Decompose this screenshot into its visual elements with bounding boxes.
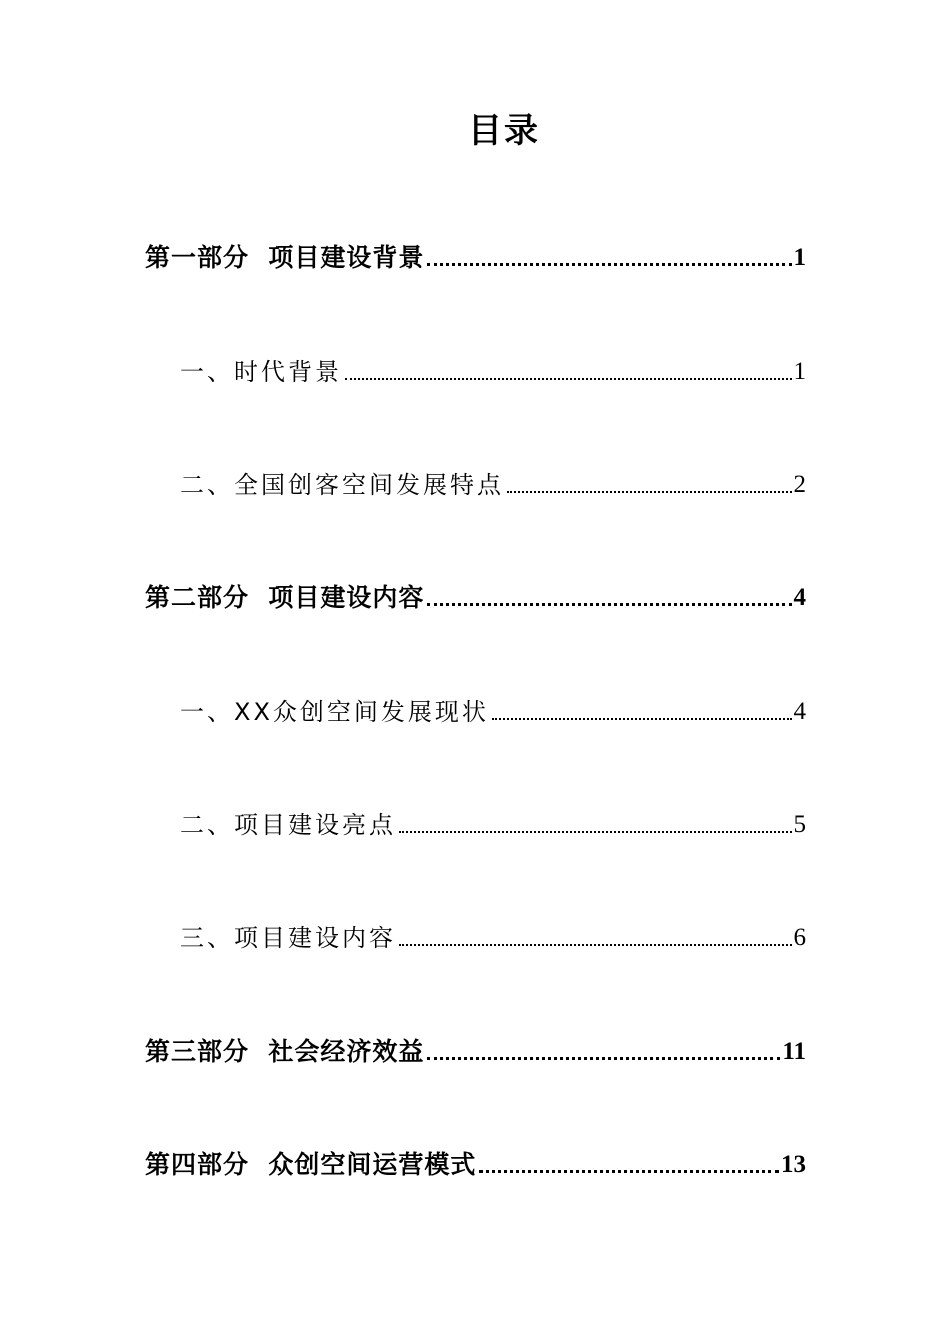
toc-page-number: 4 bbox=[793, 584, 806, 611]
toc-entry-1-2[interactable] bbox=[180, 467, 806, 501]
toc-dot-leader bbox=[492, 718, 792, 720]
toc-page-number: 6 bbox=[793, 924, 806, 951]
toc-dot-leader bbox=[427, 263, 791, 266]
toc-entry-label: 二、项目建设亮点 bbox=[180, 811, 396, 839]
toc-dot-leader bbox=[427, 603, 791, 606]
toc-page-number: 11 bbox=[782, 1038, 806, 1065]
toc-entry-part-3[interactable] bbox=[145, 1034, 806, 1068]
toc-dot-leader bbox=[479, 1170, 779, 1173]
toc-entry-part-2[interactable] bbox=[145, 580, 806, 614]
toc-dot-leader bbox=[427, 1057, 780, 1060]
toc-page-number: 1 bbox=[793, 358, 806, 385]
toc-entry-part-4[interactable] bbox=[145, 1147, 806, 1181]
toc-entry-label: 一、时代背景 bbox=[180, 358, 342, 386]
toc-entry-1-1[interactable] bbox=[180, 354, 806, 388]
toc-dot-leader bbox=[399, 831, 792, 833]
toc-dot-leader bbox=[399, 944, 792, 946]
toc-entry-label: 第一部分 项目建设背景 bbox=[145, 243, 425, 272]
toc-entry-label: 第四部分 众创空间运营模式 bbox=[145, 1150, 477, 1179]
toc-entry-2-1[interactable] bbox=[180, 694, 806, 728]
toc-page-number: 4 bbox=[793, 698, 806, 725]
toc-page-number: 2 bbox=[793, 471, 806, 498]
toc-dot-leader bbox=[507, 491, 792, 493]
toc-entry-label: 三、项目建设内容 bbox=[180, 924, 396, 952]
toc-dot-leader bbox=[345, 378, 792, 380]
toc-page-number: 5 bbox=[793, 811, 806, 838]
toc-entry-2-2[interactable] bbox=[180, 807, 806, 841]
toc-entry-label: 第三部分 社会经济效益 bbox=[145, 1037, 425, 1066]
toc-entry-label: 一、XX众创空间发展现状 bbox=[180, 698, 489, 726]
toc-entry-label: 二、全国创客空间发展特点 bbox=[180, 471, 504, 499]
toc-page-number: 13 bbox=[781, 1151, 806, 1178]
toc-entry-2-3[interactable] bbox=[180, 920, 806, 954]
toc-page-number: 1 bbox=[793, 244, 806, 271]
toc-entry-label: 第二部分 项目建设内容 bbox=[145, 583, 425, 612]
page-title: 目录 bbox=[468, 111, 540, 151]
toc-entry-part-1[interactable] bbox=[145, 240, 806, 274]
